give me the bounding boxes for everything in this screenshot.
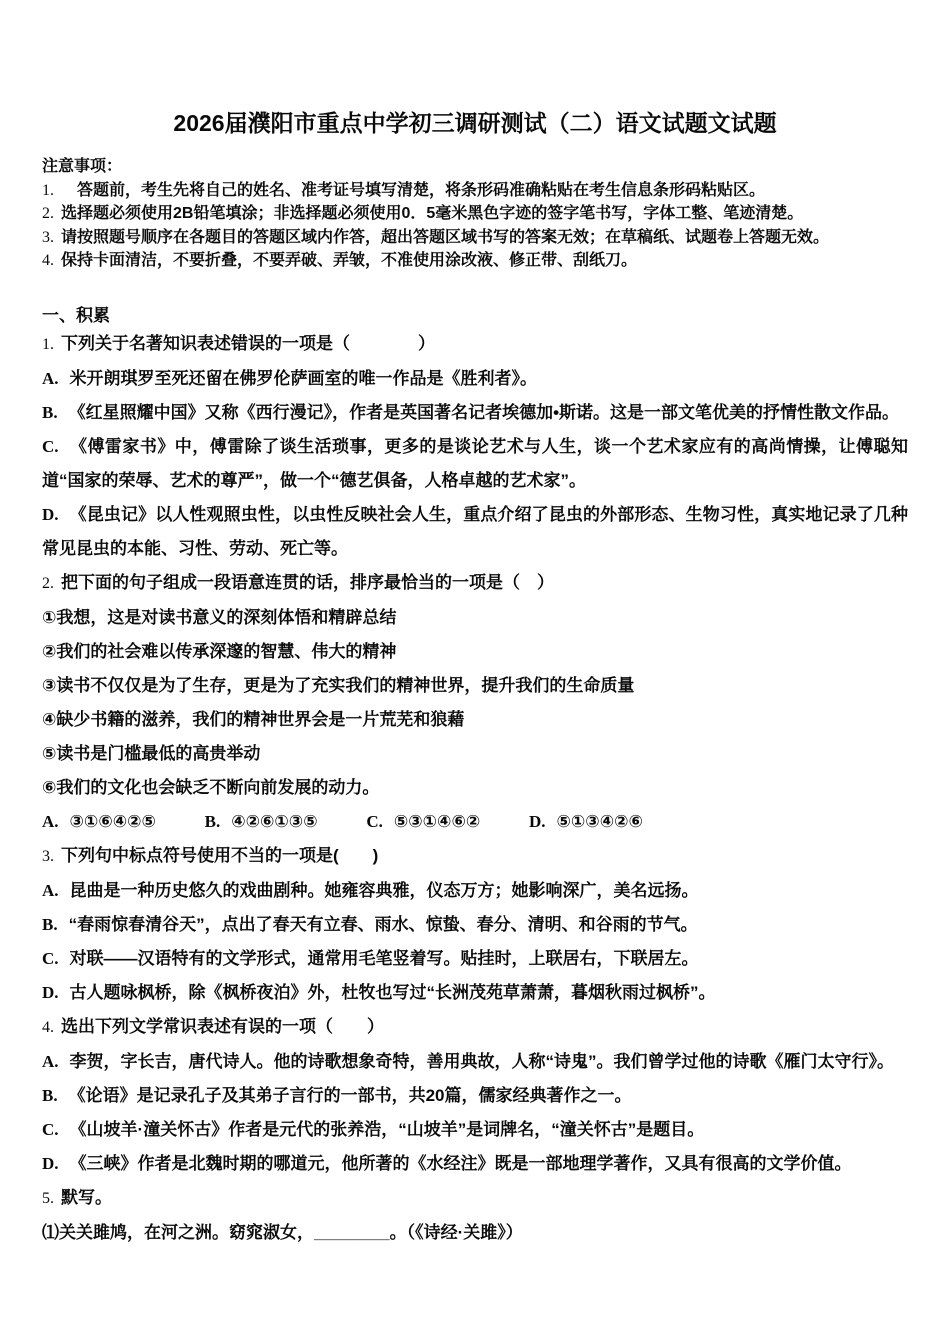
option-text: 《山坡羊·潼关怀古》作者是元代的张养浩，“山坡羊”是词牌名，“潼关怀古”是题目。 bbox=[69, 1119, 705, 1139]
question-4-option-d bbox=[42, 1147, 908, 1181]
question-1-option-c bbox=[42, 430, 908, 498]
notice-text: 保持卡面清洁，不要折叠，不要弄破、弄皱，不准使用涂改液、修正带、刮纸刀。 bbox=[61, 252, 638, 269]
option-text: 李贺，字长吉，唐代诗人。他的诗歌想象奇特，善用典故，人称“诗鬼”。我们曾学过他的诗歌《雁门太守行》。 bbox=[69, 1051, 895, 1071]
option-letter: C. bbox=[42, 436, 59, 456]
choice-value: ⑤①③④②⑥ bbox=[556, 811, 643, 831]
notice-text: 请按照题号顺序在各题目的答题区域内作答，超出答题区域书写的答案无效；在草稿纸、试题卷上答题无效。 bbox=[61, 228, 830, 246]
question-1 bbox=[42, 327, 908, 362]
question-number: 2. bbox=[42, 574, 54, 592]
option-text: 《三峡》作者是北魏时期的哪道元，他所著的《水经注》既是一部地理学著作，又具有很高的文学价值。 bbox=[69, 1153, 852, 1173]
choice-letter: D. bbox=[528, 811, 546, 831]
option-text: 《论语》是记录孔子及其弟子言行的一部书，共20篇，儒家经典著作之一。 bbox=[68, 1085, 632, 1105]
question-4-option-c bbox=[42, 1113, 908, 1147]
exam-body bbox=[42, 305, 908, 1250]
question-text: 下列句中标点符号使用不当的一项是( ) bbox=[61, 845, 379, 865]
choice-letter: B. bbox=[204, 811, 221, 831]
choice-value: ④②⑥①③⑤ bbox=[231, 811, 318, 831]
q2-sentence-4: ④缺少书籍的滋养，我们的精神世界会是一片荒芜和狼藉 bbox=[42, 709, 465, 729]
question-text: 选出下列文学常识表述有误的一项（ ） bbox=[61, 1016, 384, 1036]
notice-item bbox=[42, 226, 908, 250]
option-letter: C. bbox=[42, 1119, 59, 1139]
option-letter: D. bbox=[42, 1153, 59, 1173]
section-heading-accumulation: 一、积累 bbox=[42, 305, 110, 325]
q2-sentence-6: ⑥我们的文化也会缺乏不断向前发展的动力。 bbox=[42, 777, 380, 797]
option-letter: A. bbox=[42, 1051, 59, 1071]
notices-heading: 注意事项： bbox=[42, 158, 123, 175]
notice-text: 答题前，考生先将自己的姓名、准考证号填写清楚，将条形码准确粘贴在考生信息条形码粘贴区。 bbox=[61, 181, 766, 199]
choice-c bbox=[366, 812, 480, 831]
choice-letter: A. bbox=[42, 811, 59, 831]
notice-item bbox=[42, 202, 908, 226]
question-1-option-d bbox=[42, 498, 908, 566]
option-text: 米开朗琪罗至死还留在佛罗伦萨画室的唯一作品是《胜利者》。 bbox=[69, 368, 538, 388]
q2-sentence-3: ③读书不仅仅是为了生存，更是为了充实我们的精神世界，提升我们的生命质量 bbox=[42, 675, 635, 695]
choice-value: ③①⑥④②⑤ bbox=[69, 811, 156, 831]
exam-notices bbox=[42, 155, 908, 273]
option-text: 《傅雷家书》中，傅雷除了谈生活琐事，更多的是谈论艺术与人生，谈一个艺术家应有的高尚情操，让傅聪知道“国家的荣辱、艺术的尊严”，做一个“德艺俱备，人格卓越的艺术家”。 bbox=[42, 436, 908, 490]
exam-title: 2026届濮阳市重点中学初三调研测试（二）语文试题文试题 bbox=[173, 110, 777, 136]
question-number: 4. bbox=[42, 1018, 54, 1036]
notice-text: 选择题必须使用2B铅笔填涂；非选择题必须使用0．5毫米黑色字迹的签字笔书写，字体工整、笔迹清楚。 bbox=[61, 205, 804, 222]
option-letter: B. bbox=[42, 1085, 58, 1105]
choice-value: ⑤③①④⑥② bbox=[393, 811, 481, 831]
question-3 bbox=[42, 839, 908, 874]
question-number: 3. bbox=[42, 847, 54, 865]
option-text: 《昆虫记》以人性观照虫性，以虫性反映社会人生，重点介绍了昆虫的外部形态、生物习性，真实地记录了几种常见昆虫的本能、习性、劳动、死亡等。 bbox=[42, 504, 908, 558]
question-number: 5. bbox=[42, 1189, 54, 1207]
option-letter: B. bbox=[42, 914, 58, 934]
question-number: 1. bbox=[42, 335, 54, 353]
choice-d bbox=[529, 812, 643, 831]
question-1-option-b bbox=[42, 396, 908, 430]
notice-number: 4. bbox=[42, 252, 54, 269]
question-4 bbox=[42, 1010, 908, 1045]
notice-number: 2. bbox=[42, 205, 54, 222]
notice-item bbox=[42, 179, 908, 203]
option-letter: A. bbox=[42, 880, 59, 900]
option-letter: B. bbox=[42, 402, 58, 422]
question-3-option-b bbox=[42, 908, 908, 942]
question-3-option-c bbox=[42, 942, 908, 976]
notice-number: 3. bbox=[42, 228, 54, 246]
question-2 bbox=[42, 566, 908, 601]
question-5 bbox=[42, 1181, 908, 1216]
question-text: 把下面的句子组成一段语意连贯的话，排序最恰当的一项是（ ） bbox=[61, 572, 554, 592]
q5-dictation-item-1: ⑴关关雎鸠，在河之洲。窈窕淑女，________。（《诗经·关雎》） bbox=[42, 1222, 523, 1242]
option-text: 古人题咏枫桥，除《枫桥夜泊》外，杜牧也写过“长洲茂苑草萧萧，暮烟秋雨过枫桥”。 bbox=[69, 982, 716, 1002]
option-text: 昆曲是一种历史悠久的戏曲剧种。她雍容典雅，仪态万方；她影响深广，美名远扬。 bbox=[69, 880, 699, 900]
q2-sentence-5: ⑤读书是门槛最低的高贵举动 bbox=[42, 743, 261, 763]
question-4-option-a bbox=[42, 1045, 908, 1079]
notice-number: 1. bbox=[42, 181, 54, 199]
q2-sentence-2: ②我们的社会难以传承深邃的智慧、伟大的精神 bbox=[42, 641, 397, 661]
question-4-option-b bbox=[42, 1079, 908, 1113]
option-letter: C. bbox=[42, 948, 59, 968]
option-text: “春雨惊春清谷天”，点出了春天有立春、雨水、惊蛰、春分、清明、和谷雨的节气。 bbox=[68, 914, 698, 934]
notice-item bbox=[42, 249, 908, 273]
option-letter: D. bbox=[42, 504, 59, 524]
choice-b bbox=[205, 812, 318, 831]
question-3-option-a bbox=[42, 874, 908, 908]
option-text: 《红星照耀中国》又称《西行漫记》，作者是英国著名记者埃德加•斯诺。这是一部文笔优美的抒情性散文作品。 bbox=[68, 402, 900, 422]
choice-letter: C. bbox=[366, 811, 383, 831]
question-text: 下列关于名著知识表述错误的一项是（ ） bbox=[61, 333, 435, 353]
question-1-option-a bbox=[42, 362, 908, 396]
question-3-option-d bbox=[42, 976, 908, 1010]
choice-a bbox=[42, 812, 156, 831]
question-text: 默写。 bbox=[61, 1187, 112, 1207]
option-letter: D. bbox=[42, 982, 59, 1002]
question-2-answer-choices bbox=[42, 805, 908, 839]
q2-sentence-1: ①我想，这是对读书意义的深刻体悟和精辟总结 bbox=[42, 607, 397, 627]
option-text: 对联——汉语特有的文学形式，通常用毛笔竖着写。贴挂时，上联居右，下联居左。 bbox=[69, 948, 699, 968]
option-letter: A. bbox=[42, 368, 59, 388]
